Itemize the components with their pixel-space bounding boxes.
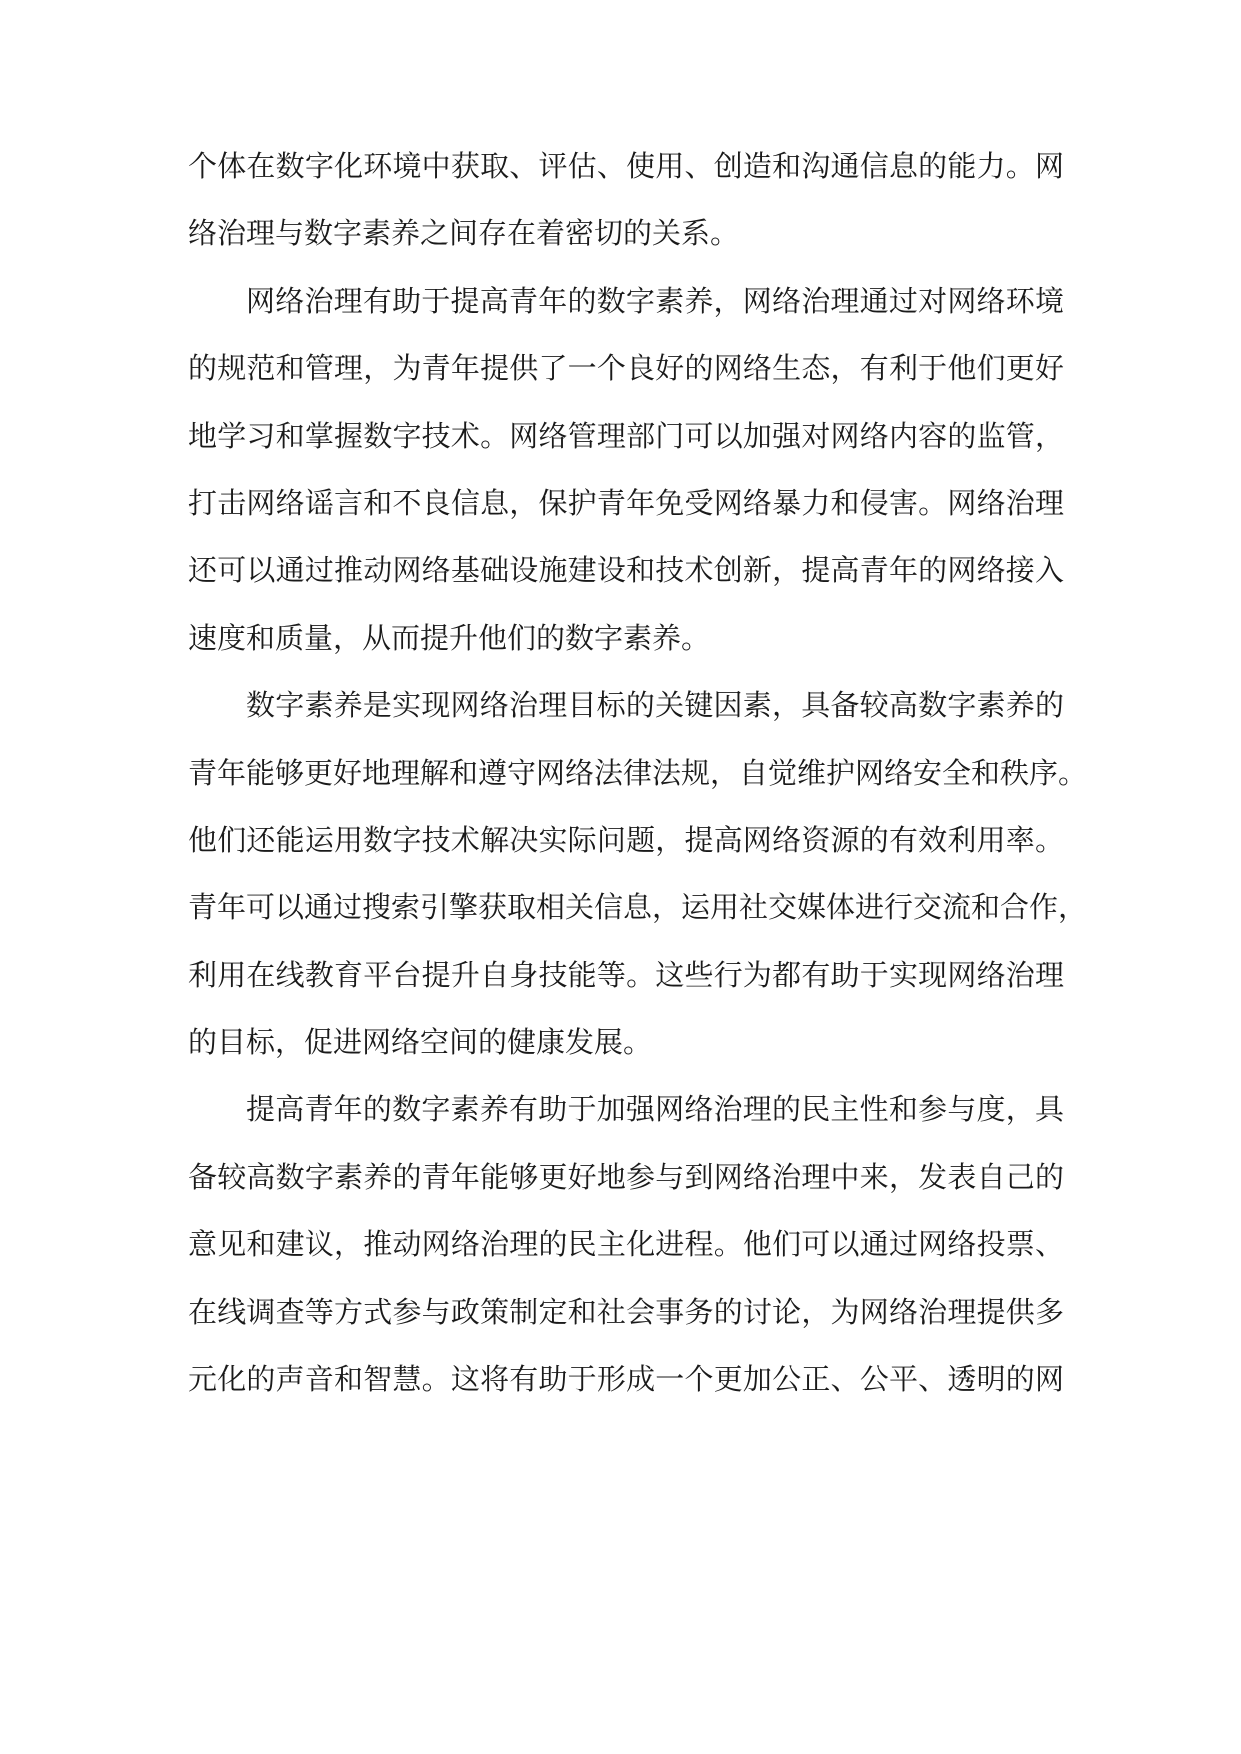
text-line: 地学习和掌握数字技术。网络管理部门可以加强对网络内容的监管， [188,418,1064,453]
text-line: 青年能够更好地理解和遵守网络法律法规，自觉维护网络安全和秩序。 [188,755,1088,790]
text-line: 的规范和管理，为青年提供了一个良好的网络生态，有利于他们更好 [188,351,1064,386]
text-line: 备较高数字素养的青年能够更好地参与到网络治理中来，发表自己的 [188,1159,1064,1194]
text-line: 个体在数字化环境中获取、评估、使用、创造和沟通信息的能力。网 [188,149,1064,183]
text-line: 的目标，促进网络空间的健康发展。 [188,1025,653,1060]
text-line: 打击网络谣言和不良信息，保护青年免受网络暴力和侵害。网络治理 [188,485,1064,520]
text-line: 还可以通过推动网络基础设施建设和技术创新，提高青年的网络接入 [188,553,1064,588]
text-line: 在线调查等方式参与政策制定和社会事务的讨论，为网络治理提供多 [188,1294,1064,1329]
text-line: 意见和建议，推动网络治理的民主化进程。他们可以通过网络投票、 [188,1227,1064,1262]
text-line: 他们还能运用数字技术解决实际问题，提高网络资源的有效利用率。 [188,822,1064,857]
text-line: 提高青年的数字素养有助于加强网络治理的民主性和参与度，具 [246,1092,1064,1127]
text-line: 元化的声音和智慧。这将有助于形成一个更加公正、公平、透明的网 [188,1362,1064,1397]
text-line: 络治理与数字素养之间存在着密切的关系。 [188,216,740,251]
text-line: 网络治理有助于提高青年的数字素养，网络治理通过对网络环境 [246,283,1064,318]
text-line: 速度和质量，从而提升他们的数字素养。 [188,620,711,655]
text-line: 数字素养是实现网络治理目标的关键因素，具备较高数字素养的 [246,688,1064,723]
text-line: 利用在线教育平台提升自身技能等。这些行为都有助于实现网络治理 [188,957,1064,992]
text-line: 青年可以通过搜索引擎获取相关信息，运用社交媒体进行交流和合作， [188,890,1088,925]
body-text [188,133,1088,1413]
